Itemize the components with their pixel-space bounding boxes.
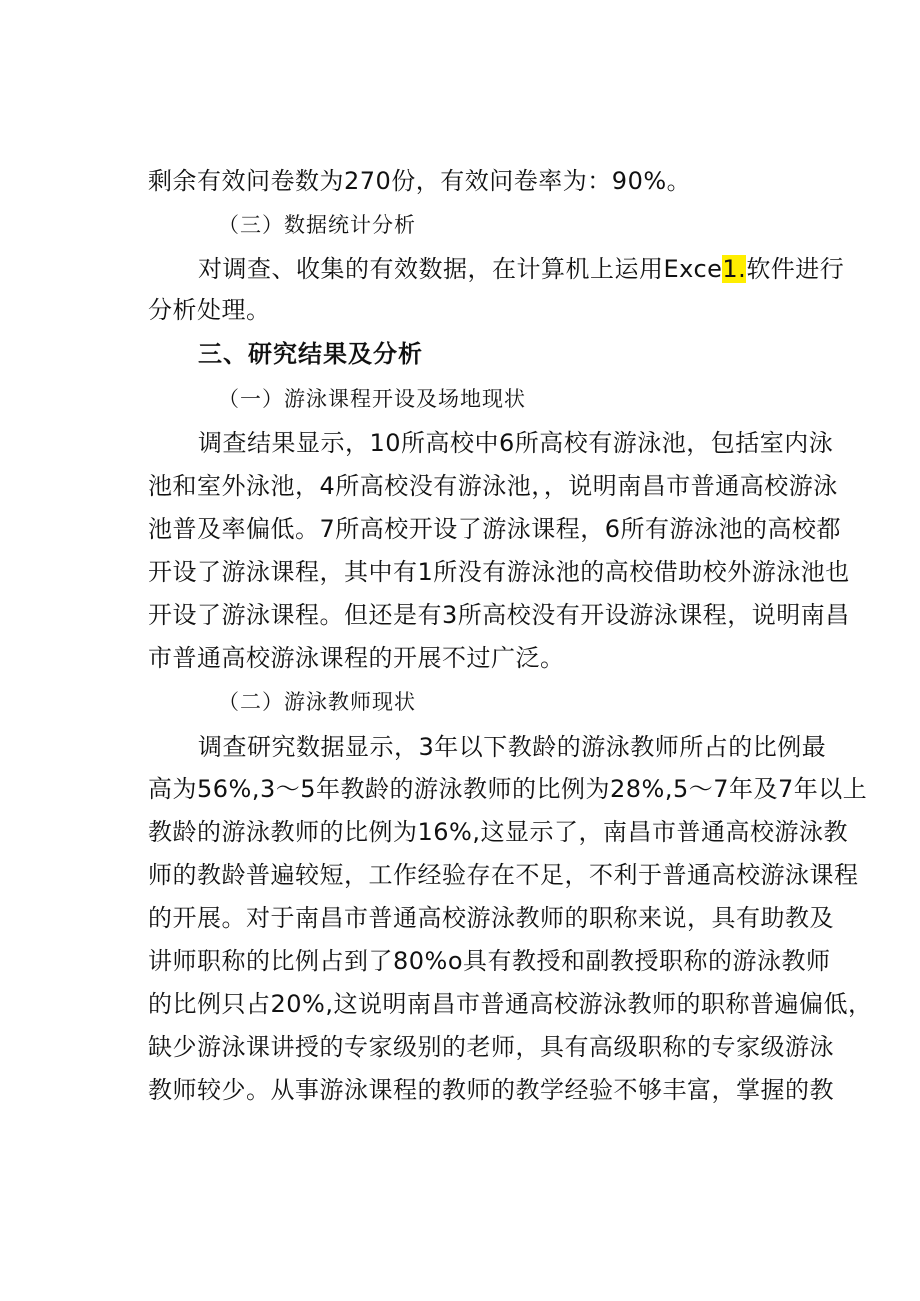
paragraph-line: 的开展。对于南昌市普通高校游泳教师的职称来说，具有助教及 [148, 904, 834, 932]
subsection-title: （二）游泳教师现状 [218, 690, 416, 714]
paragraph-line: 讲师职称的比例占到了80%o具有教授和副教授职称的游泳教师 [148, 947, 831, 975]
subsection-title: （一）游泳课程开设及场地现状 [218, 387, 526, 411]
section-heading: 三、研究结果及分析 [198, 340, 423, 368]
highlighted-text: 1. [722, 255, 747, 283]
paragraph-line [198, 253, 858, 285]
paragraph-line: 的比例只占20%,这说明南昌市普通高校游泳教师的职称普遍偏低， [148, 990, 873, 1018]
paragraph-line: 高为56%,3～5年教龄的游泳教师的比例为28%,5～7年及7年以上 [148, 775, 868, 803]
paragraph-line: 缺少游泳课讲授的专家级别的老师，具有高级职称的专家级游泳 [148, 1033, 834, 1061]
paragraph-line: 池和室外泳池，4所高校没有游泳池，，说明南昌市普通高校游泳 [148, 472, 838, 500]
paragraph-line: 教师较少。从事游泳课程的教师的教学经验不够丰富，掌握的教 [148, 1076, 834, 1104]
paragraph-line: 开设了游泳课程，其中有1所没有游泳池的高校借助校外游泳池也 [148, 558, 850, 586]
text-segment: 对调查、收集的有效数据，在计算机上运用Exce [198, 255, 723, 283]
paragraph-line: 分析处理。 [148, 296, 271, 324]
paragraph-line: 开设了游泳课程。但还是有3所高校没有开设游泳课程，说明南昌 [148, 601, 850, 629]
paragraph-line: 剩余有效问卷数为270份，有效问卷率为：90%。 [148, 167, 692, 195]
text-segment: 软件进行 [746, 255, 845, 283]
paragraph-line: 调查研究数据显示，3年以下教龄的游泳教师所占的比例最 [198, 733, 827, 761]
paragraph-line: 调查结果显示，10所高校中6所高校有游泳池，包括室内泳 [198, 429, 834, 457]
paragraph-line: 池普及率偏低。7所高校开设了游泳课程，6所有游泳池的高校都 [148, 515, 842, 543]
paragraph-line: 师的教龄普遍较短，工作经验存在不足，不利于普通高校游泳课程 [148, 861, 859, 889]
paragraph-line: 教龄的游泳教师的比例为16%,这显示了，南昌市普通高校游泳教 [148, 818, 848, 846]
paragraph-line: 市普通高校游泳课程的开展不过广泛。 [148, 644, 565, 672]
section-title: （三）数据统计分析 [218, 213, 416, 237]
